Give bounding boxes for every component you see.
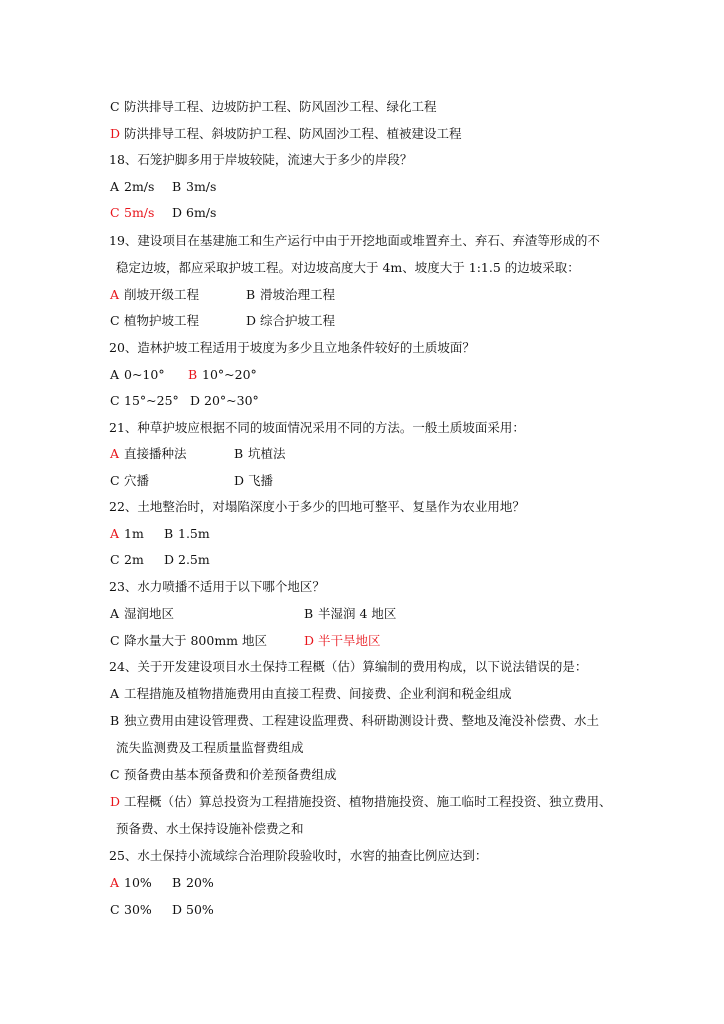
option-letter: C [110,473,120,488]
option-line [110,126,462,142]
option-text: 预备费由基本预备费和价差预备费组成 [124,767,337,782]
option-text: 湿润地区 [124,606,175,621]
option-a [110,446,187,462]
option-text: 工程概（估）算总投资为工程措施投资、植物措施投资、施工临时工程投资、独立费用、 [124,794,612,809]
option-text: 防洪排导工程、斜坡防护工程、防风固沙工程、植被建设工程 [124,126,462,141]
option-letter: D [172,205,183,220]
option-c [110,552,144,568]
option-letter-answer: A [110,875,120,890]
option-d [110,794,612,810]
option-b [164,526,210,542]
option-d [172,902,214,918]
option-text: 2.5m [178,552,210,567]
option-a [110,686,512,702]
option-a [110,367,165,383]
option-d-answer [304,633,381,649]
option-b [172,875,214,891]
option-text: 滑坡治理工程 [260,287,336,302]
option-text: 半干旱地区 [318,633,381,648]
option-text: 防洪排导工程、边坡防护工程、防风固沙工程、绿化工程 [124,99,437,114]
option-letter: D [246,313,257,328]
option-d [234,473,273,489]
option-text: 1.5m [178,526,210,541]
option-letter: A [110,606,120,621]
question-19: 19、建设项目在基建施工和生产运行中由于开挖地面或堆置弃土、弃石、弃渣等形成的不 [109,233,600,248]
option-line [110,99,437,115]
option-d [190,393,259,409]
question-23: 23、水力喷播不适用于以下哪个地区？ [109,579,325,594]
option-b [246,287,335,303]
option-text: 直接播种法 [124,446,187,461]
option-letter: D [304,633,315,648]
option-text: 15°~25° [124,393,179,408]
option-letter: B [110,713,120,728]
option-text: 降水量大于 800mm 地区 [124,633,268,648]
option-text: 2m [124,552,144,567]
option-letter: D [172,902,183,917]
option-letter: C [110,313,120,328]
option-text: 工程措施及植物措施费用由直接工程费、间接费、企业利润和税金组成 [124,686,512,701]
option-letter: C [110,99,120,114]
option-text: 5m/s [124,205,155,220]
option-b-answer [188,367,257,383]
option-letter: C [110,633,120,648]
option-text: 0~10° [124,367,165,382]
option-text: 坑植法 [248,446,286,461]
option-text: 飞播 [248,473,274,488]
question-19-continued: 稳定边坡，都应采取护坡工程。对边坡高度大于 4m、坡度大于 1:1.5 的边坡采取： [116,260,580,275]
option-b [234,446,286,462]
option-d [246,313,335,329]
option-text: 20% [186,875,214,890]
option-letter: C [110,902,120,917]
option-d [164,552,210,568]
option-text: 穴播 [124,473,150,488]
option-text: 植物护坡工程 [124,313,200,328]
option-letter: C [110,767,120,782]
option-a [110,606,174,622]
option-c [110,473,149,489]
option-letter-answer: B [188,367,198,382]
option-letter: B [172,875,182,890]
option-text: 综合护坡工程 [260,313,336,328]
option-letter: A [110,367,120,382]
option-letter-answer: A [110,287,120,302]
option-a [110,179,154,195]
option-text: 独立费用由建设管理费、工程建设监理费、科研勘测设计费、整地及淹没补偿费、水土 [124,713,600,728]
question-25: 25、水土保持小流域综合治理阶段验收时，水窖的抽查比例应达到： [109,848,488,863]
option-letter-answer: D [110,794,121,809]
option-c [110,633,267,649]
option-letter-answer: A [110,526,120,541]
option-b-continued: 流失监测费及工程质量监督费组成 [116,740,304,755]
option-text: 10°~20° [202,367,257,382]
option-letter: C [110,205,120,220]
question-21: 21、种草护坡应根据不同的坡面情况采用不同的方法。一般土质坡面采用： [109,420,525,435]
option-text: 6m/s [186,205,217,220]
option-a [110,875,152,891]
option-letter: B [164,526,174,541]
option-letter: B [246,287,256,302]
option-text: 2m/s [124,179,155,194]
option-a [110,287,199,303]
option-text: 1m [124,526,144,541]
option-text: 半湿润 4 地区 [318,606,397,621]
option-b [172,179,216,195]
option-text: 10% [124,875,152,890]
option-letter: A [110,686,120,701]
option-letter: A [110,179,120,194]
option-letter: B [234,446,244,461]
option-letter-answer: A [110,446,120,461]
option-c [110,902,152,918]
option-c [110,393,179,409]
option-c-answer [110,205,154,221]
option-d-continued: 预备费、水土保持设施补偿费之和 [116,821,304,836]
option-letter: C [110,393,120,408]
option-letter: B [304,606,314,621]
option-letter: D [234,473,245,488]
option-c [110,767,337,783]
question-22: 22、土地整治时，对塌陷深度小于多少的凹地可整平、复垦作为农业用地？ [109,499,525,514]
option-text: 30% [124,902,152,917]
option-letter: D [164,552,175,567]
option-text: 50% [186,902,214,917]
question-24: 24、关于开发建设项目水土保持工程概（估）算编制的费用构成，以下说法错误的是： [109,659,588,674]
option-text: 20°~30° [204,393,259,408]
option-letter-answer: D [110,126,121,141]
question-18: 18、石笼护脚多用于岸坡较陡，流速大于多少的岸段？ [109,152,413,167]
question-20: 20、造林护坡工程适用于坡度为多少且立地条件较好的土质坡面？ [109,340,475,355]
option-letter: C [110,552,120,567]
option-text: 削坡开级工程 [124,287,200,302]
option-letter: D [190,393,201,408]
option-a-answer [110,526,144,542]
option-text: 3m/s [186,179,217,194]
option-letter: B [172,179,182,194]
option-d [172,205,216,221]
option-c [110,313,199,329]
option-b [110,713,599,729]
option-b [304,606,396,622]
